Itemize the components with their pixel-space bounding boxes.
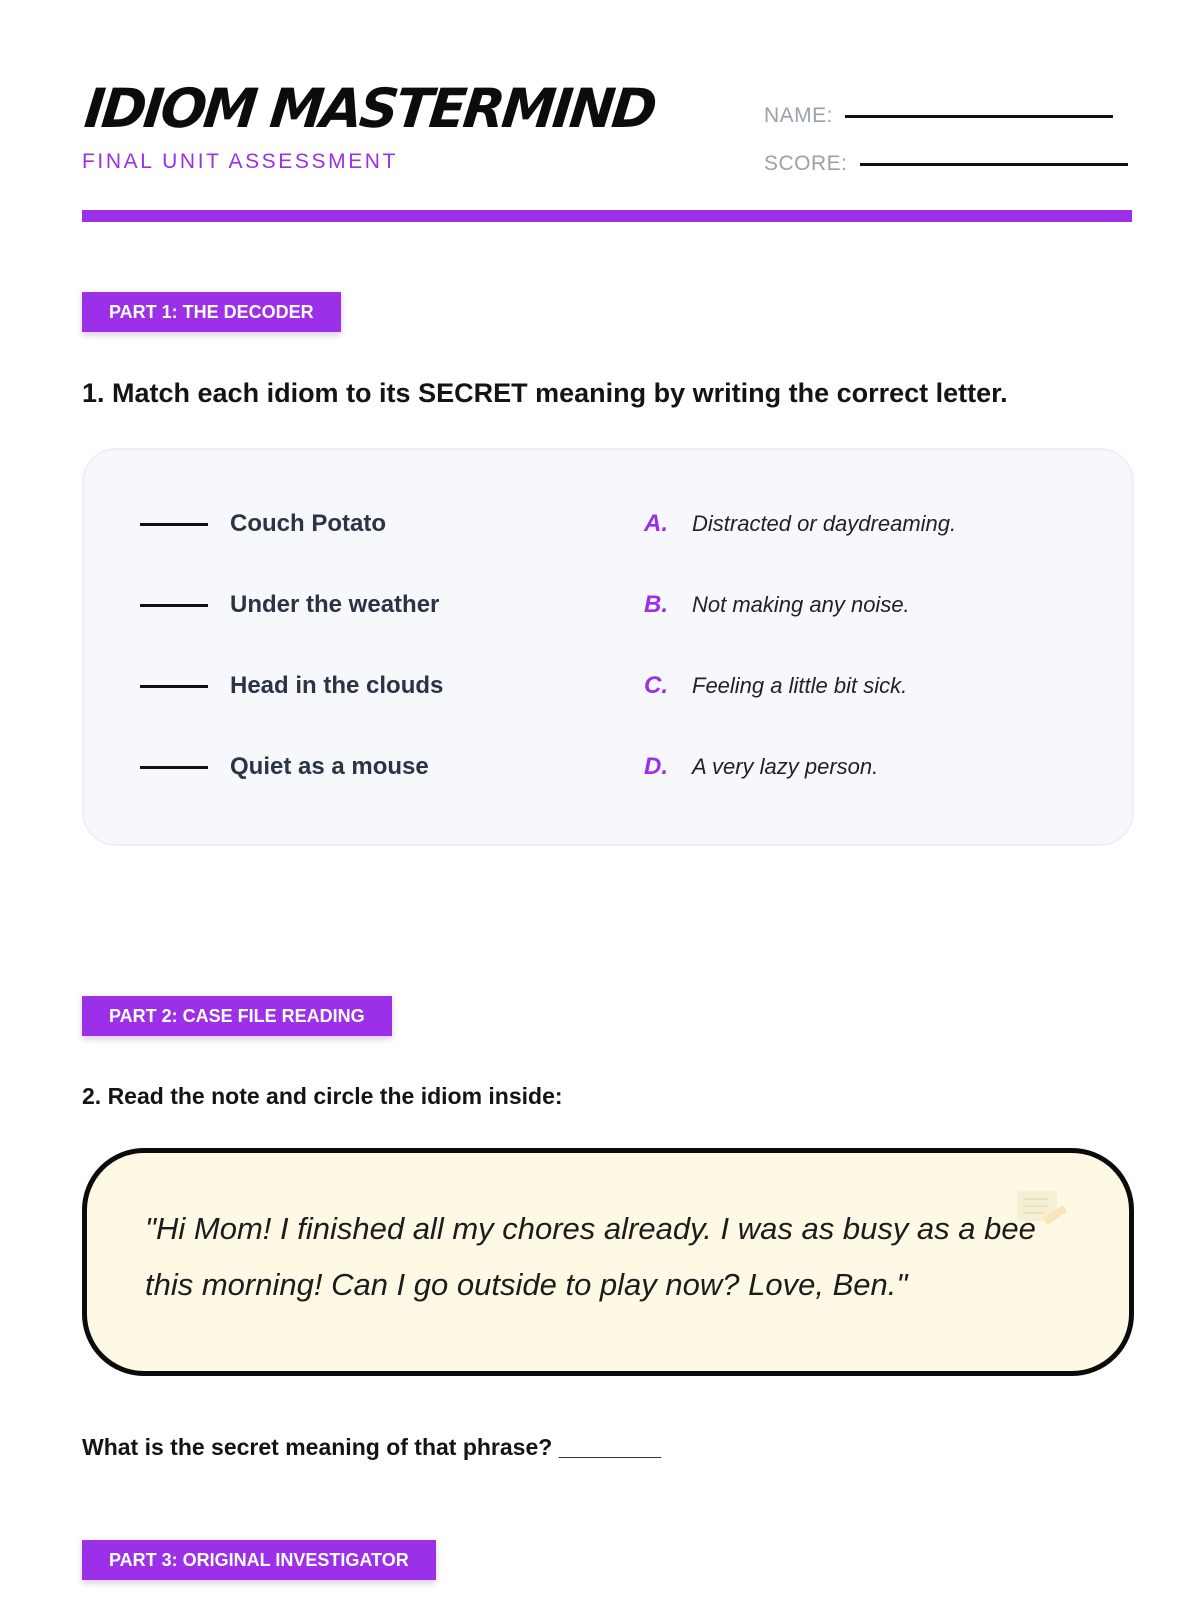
idiom-text: Quiet as a mouse <box>230 753 429 780</box>
name-field <box>764 104 1113 128</box>
answer-blank <box>140 523 208 526</box>
worksheet-subtitle: FINAL UNIT ASSESSMENT <box>82 150 398 173</box>
meaning-row <box>644 510 956 538</box>
part2-tag: PART 2: CASE FILE READING <box>82 996 392 1036</box>
idiom-row <box>140 510 386 538</box>
answer-blank <box>140 766 208 769</box>
score-field <box>764 152 1128 176</box>
meaning-text: Not making any noise. <box>692 592 910 617</box>
part3-tag: PART 3: ORIGINAL INVESTIGATOR <box>82 1540 436 1580</box>
score-label: SCORE: <box>764 152 848 175</box>
matching-card <box>82 448 1134 846</box>
idiom-row <box>140 753 429 781</box>
header-divider <box>82 210 1132 222</box>
idiom-text: Under the weather <box>230 591 440 618</box>
answer-blank <box>140 685 208 688</box>
answer-blank <box>140 604 208 607</box>
name-label: NAME: <box>764 104 834 127</box>
part1-tag: PART 1: THE DECODER <box>82 292 341 332</box>
meaning-letter: D. <box>644 753 668 780</box>
worksheet-title: IDIOM MASTERMIND <box>81 77 658 140</box>
case-note-text: "Hi Mom! I finished all my chores already. I was as busy as a bee this morning! Can I go outside to play now? Love, Ben." <box>145 1211 1036 1302</box>
meaning-row <box>644 591 910 619</box>
part1-question: 1. Match each idiom to its SECRET meaning by writing the correct letter. <box>82 378 1008 408</box>
meaning-text: Feeling a little bit sick. <box>692 673 908 698</box>
score-blank-line <box>860 163 1128 166</box>
idiom-text: Couch Potato <box>230 510 386 537</box>
case-note-box <box>82 1148 1134 1376</box>
name-blank-line <box>845 115 1113 118</box>
meaning-letter: A. <box>644 510 668 537</box>
meaning-text: A very lazy person. <box>692 754 879 779</box>
meaning-row <box>644 753 878 781</box>
idiom-text: Head in the clouds <box>230 672 444 699</box>
part2-followup-question: What is the secret meaning of that phrase? ________ <box>82 1434 662 1460</box>
meaning-row <box>644 672 907 700</box>
meaning-letter: B. <box>644 591 668 618</box>
idiom-row <box>140 591 439 619</box>
meaning-text: Distracted or daydreaming. <box>692 511 957 536</box>
idiom-row <box>140 672 443 700</box>
part2-question: 2. Read the note and circle the idiom inside: <box>82 1083 563 1109</box>
meaning-letter: C. <box>644 672 668 699</box>
